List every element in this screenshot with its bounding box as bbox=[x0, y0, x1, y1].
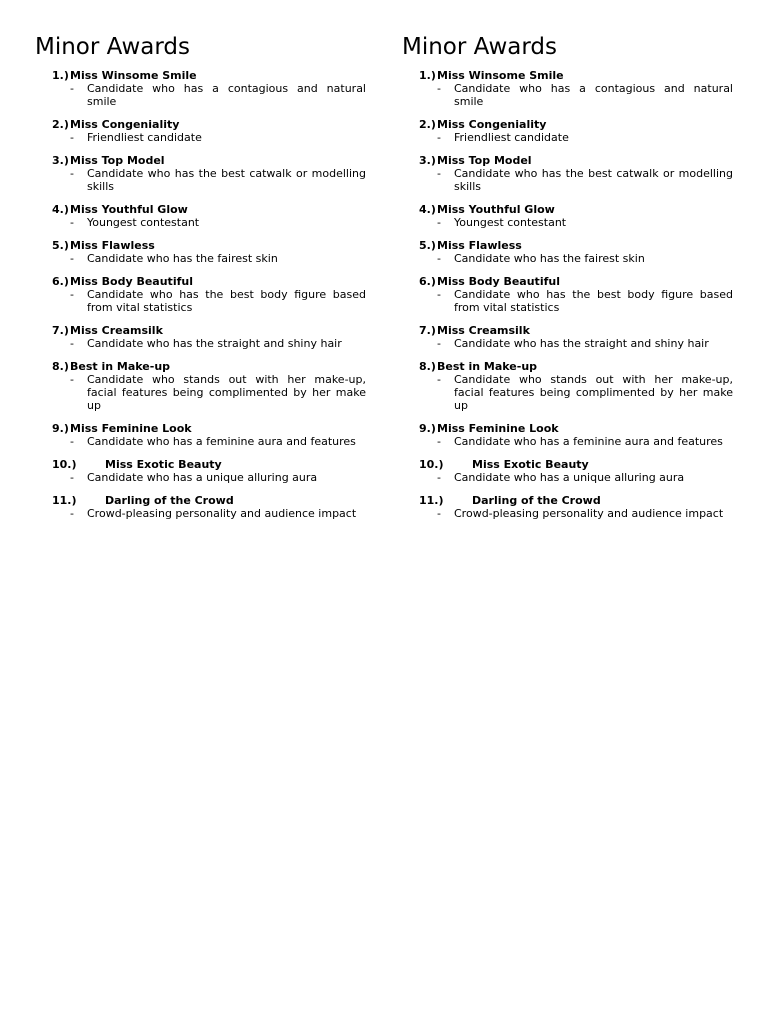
award-description-text: Candidate who has the best catwalk or modelling skills bbox=[454, 167, 733, 193]
award-item bbox=[402, 324, 734, 350]
award-description bbox=[402, 167, 733, 193]
award-number: 6.) bbox=[52, 275, 69, 288]
award-description-text: Youngest contestant bbox=[87, 216, 200, 229]
award-name: Miss Top Model bbox=[437, 154, 532, 167]
award-name: Miss Winsome Smile bbox=[437, 69, 564, 82]
award-item bbox=[402, 360, 734, 412]
bullet-dash: - bbox=[437, 216, 441, 229]
award-number: 5.) bbox=[419, 239, 436, 252]
award-heading bbox=[35, 360, 367, 373]
award-description bbox=[35, 435, 366, 448]
award-heading bbox=[35, 422, 367, 435]
award-description bbox=[402, 82, 733, 108]
bullet-dash: - bbox=[437, 337, 441, 350]
award-description bbox=[35, 216, 366, 229]
award-heading bbox=[402, 118, 734, 131]
award-description-text: Candidate who has the fairest skin bbox=[454, 252, 645, 265]
award-item bbox=[402, 458, 734, 484]
award-description bbox=[35, 373, 366, 412]
bullet-dash: - bbox=[437, 252, 441, 265]
award-name: Miss Flawless bbox=[437, 239, 522, 252]
award-description bbox=[402, 471, 733, 484]
award-heading bbox=[402, 494, 734, 507]
award-number: 8.) bbox=[419, 360, 436, 373]
award-description bbox=[402, 288, 733, 314]
award-item bbox=[402, 275, 734, 314]
award-number: 2.) bbox=[52, 118, 69, 131]
award-item bbox=[35, 360, 367, 412]
award-name: Miss Flawless bbox=[70, 239, 155, 252]
award-name: Best in Make-up bbox=[437, 360, 538, 373]
award-description bbox=[402, 435, 733, 448]
award-number: 3.) bbox=[52, 154, 69, 167]
bullet-dash: - bbox=[70, 82, 74, 95]
award-item bbox=[35, 118, 367, 144]
bullet-dash: - bbox=[70, 373, 74, 386]
bullet-dash: - bbox=[437, 82, 441, 95]
bullet-dash: - bbox=[70, 507, 74, 520]
award-heading bbox=[402, 69, 734, 82]
award-description-text: Youngest contestant bbox=[454, 216, 567, 229]
awards-column-left bbox=[35, 32, 367, 530]
award-description bbox=[35, 507, 366, 520]
award-heading bbox=[402, 275, 734, 288]
column-title: Minor Awards bbox=[35, 34, 190, 60]
award-description bbox=[402, 507, 733, 520]
award-name: Darling of the Crowd bbox=[105, 494, 234, 507]
award-description bbox=[402, 373, 733, 412]
award-heading bbox=[35, 275, 367, 288]
award-number: 2.) bbox=[419, 118, 436, 131]
award-item bbox=[402, 494, 734, 520]
bullet-dash: - bbox=[437, 471, 441, 484]
award-name: Best in Make-up bbox=[70, 360, 171, 373]
award-name: Miss Exotic Beauty bbox=[105, 458, 222, 471]
award-number: 11.) bbox=[52, 494, 77, 507]
bullet-dash: - bbox=[70, 167, 74, 180]
award-number: 4.) bbox=[419, 203, 436, 216]
award-description-text: Crowd-pleasing personality and audience impact bbox=[454, 507, 724, 520]
award-description-text: Crowd-pleasing personality and audience impact bbox=[87, 507, 357, 520]
award-heading bbox=[402, 422, 734, 435]
award-item bbox=[35, 324, 367, 350]
award-heading bbox=[402, 239, 734, 252]
bullet-dash: - bbox=[70, 435, 74, 448]
award-name: Miss Creamsilk bbox=[437, 324, 530, 337]
award-name: Miss Body Beautiful bbox=[70, 275, 193, 288]
bullet-dash: - bbox=[437, 507, 441, 520]
award-heading bbox=[35, 69, 367, 82]
award-description bbox=[35, 167, 366, 193]
award-description bbox=[35, 131, 366, 144]
award-heading bbox=[402, 154, 734, 167]
award-item bbox=[402, 239, 734, 265]
award-description-text: Candidate who has the best catwalk or modelling skills bbox=[87, 167, 366, 193]
award-description-text: Candidate who has a feminine aura and features bbox=[87, 435, 356, 448]
award-description-text: Candidate who has the best body figure based from vital statistics bbox=[87, 288, 366, 314]
award-name: Miss Congeniality bbox=[437, 118, 547, 131]
award-name: Miss Body Beautiful bbox=[437, 275, 560, 288]
award-name: Miss Creamsilk bbox=[70, 324, 163, 337]
award-number: 1.) bbox=[52, 69, 69, 82]
award-description-text: Candidate who stands out with her make-up, facial features being complimented by her make up bbox=[87, 373, 366, 412]
award-item bbox=[35, 494, 367, 520]
award-name: Miss Winsome Smile bbox=[70, 69, 197, 82]
award-description-text: Candidate who stands out with her make-up, facial features being complimented by her make up bbox=[454, 373, 733, 412]
award-description-text: Candidate who has a contagious and natural smile bbox=[87, 82, 366, 108]
award-heading bbox=[35, 239, 367, 252]
award-heading bbox=[35, 458, 367, 471]
award-number: 3.) bbox=[419, 154, 436, 167]
bullet-dash: - bbox=[70, 216, 74, 229]
award-number: 10.) bbox=[52, 458, 77, 471]
award-description-text: Candidate who has the straight and shiny hair bbox=[87, 337, 342, 350]
award-heading bbox=[35, 154, 367, 167]
award-heading bbox=[402, 203, 734, 216]
award-name: Miss Feminine Look bbox=[437, 422, 559, 435]
award-description bbox=[402, 252, 733, 265]
awards-list bbox=[402, 69, 734, 520]
bullet-dash: - bbox=[70, 471, 74, 484]
bullet-dash: - bbox=[437, 373, 441, 386]
award-item bbox=[402, 203, 734, 229]
award-description bbox=[402, 131, 733, 144]
award-item bbox=[402, 154, 734, 193]
award-description bbox=[35, 82, 366, 108]
award-name: Miss Feminine Look bbox=[70, 422, 192, 435]
award-name: Miss Exotic Beauty bbox=[472, 458, 589, 471]
award-item bbox=[35, 458, 367, 484]
award-number: 7.) bbox=[419, 324, 436, 337]
bullet-dash: - bbox=[70, 131, 74, 144]
award-name: Miss Congeniality bbox=[70, 118, 180, 131]
award-number: 4.) bbox=[52, 203, 69, 216]
award-description-text: Candidate who has the straight and shiny hair bbox=[454, 337, 709, 350]
award-item bbox=[35, 422, 367, 448]
award-description-text: Candidate who has a feminine aura and features bbox=[454, 435, 723, 448]
award-description-text: Candidate who has a contagious and natural smile bbox=[454, 82, 733, 108]
award-number: 5.) bbox=[52, 239, 69, 252]
award-item bbox=[402, 118, 734, 144]
award-item bbox=[402, 69, 734, 108]
awards-column-right bbox=[402, 32, 734, 530]
award-item bbox=[35, 154, 367, 193]
bullet-dash: - bbox=[70, 288, 74, 301]
award-item bbox=[35, 69, 367, 108]
award-number: 11.) bbox=[419, 494, 444, 507]
award-description-text: Candidate who has the fairest skin bbox=[87, 252, 278, 265]
award-description bbox=[35, 471, 366, 484]
award-heading bbox=[35, 494, 367, 507]
award-description-text: Candidate who has a unique alluring aura bbox=[87, 471, 318, 484]
award-name: Darling of the Crowd bbox=[472, 494, 601, 507]
award-description bbox=[35, 252, 366, 265]
award-description bbox=[402, 337, 733, 350]
award-description bbox=[35, 337, 366, 350]
award-number: 9.) bbox=[52, 422, 69, 435]
award-heading bbox=[402, 360, 734, 373]
award-heading bbox=[35, 203, 367, 216]
bullet-dash: - bbox=[437, 131, 441, 144]
award-name: Miss Top Model bbox=[70, 154, 165, 167]
award-number: 8.) bbox=[52, 360, 69, 373]
award-heading bbox=[35, 118, 367, 131]
column-title: Minor Awards bbox=[402, 34, 557, 60]
award-number: 9.) bbox=[419, 422, 436, 435]
award-number: 6.) bbox=[419, 275, 436, 288]
award-description bbox=[35, 288, 366, 314]
award-description-text: Friendliest candidate bbox=[87, 131, 202, 144]
bullet-dash: - bbox=[437, 167, 441, 180]
award-description-text: Candidate who has the best body figure based from vital statistics bbox=[454, 288, 733, 314]
award-description bbox=[402, 216, 733, 229]
award-name: Miss Youthful Glow bbox=[437, 203, 555, 216]
award-item bbox=[35, 203, 367, 229]
award-description-text: Friendliest candidate bbox=[454, 131, 569, 144]
award-heading bbox=[402, 324, 734, 337]
award-number: 1.) bbox=[419, 69, 436, 82]
award-number: 7.) bbox=[52, 324, 69, 337]
award-name: Miss Youthful Glow bbox=[70, 203, 188, 216]
award-heading bbox=[35, 324, 367, 337]
award-item bbox=[402, 422, 734, 448]
award-item bbox=[35, 239, 367, 265]
awards-list bbox=[35, 69, 367, 520]
bullet-dash: - bbox=[437, 435, 441, 448]
award-heading bbox=[402, 458, 734, 471]
bullet-dash: - bbox=[70, 252, 74, 265]
award-number: 10.) bbox=[419, 458, 444, 471]
award-description-text: Candidate who has a unique alluring aura bbox=[454, 471, 685, 484]
bullet-dash: - bbox=[437, 288, 441, 301]
award-item bbox=[35, 275, 367, 314]
bullet-dash: - bbox=[70, 337, 74, 350]
